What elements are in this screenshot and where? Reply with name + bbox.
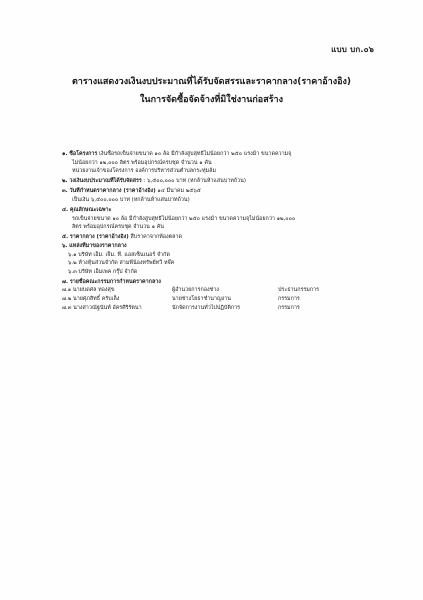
item-4-spec-cont: ลิตร พร้อมอุปกรณ์ครบชุด จำนวน ๑ คัน <box>72 224 164 231</box>
item-label: คุณลักษณะเฉพาะ <box>69 207 112 214</box>
document-body <box>50 150 395 312</box>
committee-position: นายช่างโยธาชำนาญงาน <box>172 296 231 302</box>
item-number: ๔. <box>62 207 69 214</box>
item-2 <box>50 177 395 186</box>
committee-row <box>50 295 395 304</box>
item-5 <box>50 233 395 242</box>
item-number: ๑. <box>62 151 68 157</box>
item-label: หน่วยงานเจ้าของโครงการ <box>72 168 134 175</box>
committee-name: ๗.๓ นางสาวณัฐนันท์ อัครศิริรัตนา <box>62 304 142 311</box>
item-label: ชื่อโครงการ <box>69 151 98 157</box>
committee-position: ผู้อำนวยการกองช่าง <box>172 287 219 294</box>
source-1: ๖.๑ บริษัท เอ็ม. เจ็ม. ที. แอสเซ็นเนอร์ จำกัด <box>68 251 170 258</box>
item-label: แหล่งที่มาของราคากลาง <box>69 242 127 249</box>
item-7 <box>50 278 395 287</box>
item-number: ๗. <box>62 278 69 285</box>
item-text: ๑๔ มีนาคม ๒๕๖๕ <box>157 188 201 195</box>
item-number: ๖. <box>62 242 68 249</box>
item-label: รายชื่อคณะกรรมการกำหนดราคากลาง <box>69 278 161 285</box>
source-3: ๖.๓ บริษัท เอ็มเพค กรุ๊ป จำกัด <box>68 268 138 275</box>
item-number: ๒. <box>62 178 68 185</box>
item-text: เงินซื้อรถเข็นจ่ายขนาด ๑๐ ล้อ มีกำลังสูบสุทธิไม่น้อยกว่า ๒๕๐ แรงม้า ขนาดความจุ <box>99 151 292 157</box>
item-label: วงเงินงบประมาณที่ได้รับจัดสรร <box>69 178 142 185</box>
item-3 <box>50 187 395 196</box>
committee-position: นักจัดการงานทั่วไปปฏิบัติการ <box>172 304 241 311</box>
document-title: ตารางแสดงวงเงินงบประมาณที่ได้รับจัดสรรและราคากลาง(ราคาอ้างอิง) <box>71 77 352 87</box>
committee-role: กรรมการ <box>278 304 300 311</box>
committee-role: กรรมการ <box>278 296 300 302</box>
committee-row <box>50 286 395 295</box>
document-subtitle: ในการจัดซื้อจัดจ้างที่มิใช่งานก่อสร้าง <box>140 95 283 105</box>
item-number: ๓. <box>62 188 68 195</box>
item-6 <box>50 242 395 251</box>
source-2: ๖.๒ ห้างหุ้นส่วนจำกัด สามพี่น้องทรัพย์ทวี หจ๊ค <box>68 260 175 267</box>
item-1-cont: ไม่น้อยกว่า ๑๒,๐๐๐ ลิตร พร้อมอุปกรณ์ครบชุด จำนวน ๑ คัน <box>72 159 212 166</box>
item-text: สืบราคาจากท้องตลาด <box>130 234 182 241</box>
form-code: แบบ บก.๐๖ <box>331 45 374 54</box>
item-1-agency <box>50 167 395 176</box>
item-number: ๕. <box>62 234 69 241</box>
item-4 <box>50 206 395 215</box>
item-text: : ๖,๕๐๐,๐๐๐ บาท (หกล้านห้าแสนบาทถ้วน) <box>143 178 246 185</box>
item-label: ราคากลาง (ราคาอ้างอิง) <box>69 234 129 241</box>
committee-name: ๗.๒ นายศุภสิทธิ์ ครับเล็ง <box>62 296 120 302</box>
committee-name: ๗.๑ นายบดศล ทองสุข <box>62 287 115 294</box>
committee-row <box>50 304 395 313</box>
item-3-amount: เป็นเงิน ๖,๕๐๐,๐๐๐ บาท (หกล้านห้าแสนบาทถ้วน) <box>72 196 190 203</box>
item-text: องค์การบริหารส่วนตำบลกระทุ่มล้ม <box>135 168 217 175</box>
committee-role: ประธานกรรมการ <box>278 287 320 294</box>
item-1 <box>50 150 395 159</box>
item-4-spec: รถเข็นจ่ายขนาด ๑๐ ล้อ มีกำลังสูบสุทธิไม่น้อยกว่า ๒๕๐ แรงม้า ขนาดความจุไม่น้อยกว่า ๑๒,๐๐๐ <box>72 215 296 222</box>
item-label: วันที่กำหนดราคากลาง (ราคาอ้างอิง) <box>69 188 156 195</box>
